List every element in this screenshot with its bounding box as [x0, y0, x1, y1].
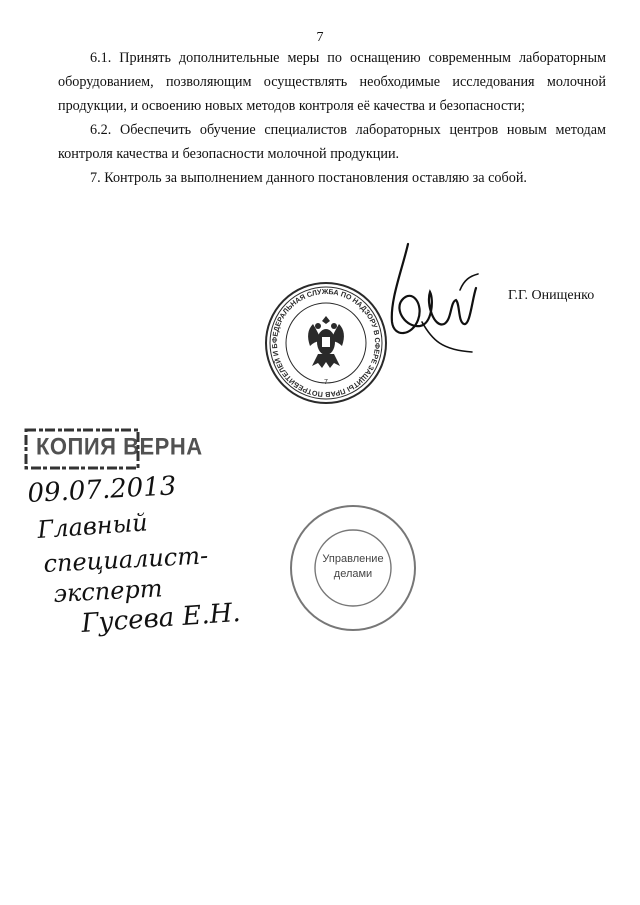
- handwritten-note: [14, 471, 314, 644]
- paragraph-6-2: 6.2. Обеспечить обучение специалистов лабораторных центров новым методам контроля качества и безопасности молочной продукции.: [58, 122, 606, 162]
- handwritten-line-1: Главный: [36, 508, 149, 544]
- handwritten-signature: Гусева Е.Н.: [80, 597, 242, 639]
- department-stamp-line-2: делами: [333, 568, 373, 580]
- handwritten-line-2: специалист-: [42, 541, 209, 578]
- handwritten-line-3: эксперт: [52, 574, 164, 608]
- document-body: [58, 46, 606, 190]
- department-stamp: [287, 502, 419, 634]
- handwritten-date: 09.07.2013: [26, 471, 178, 509]
- seal-center-mark: 7: [324, 379, 328, 386]
- page-number: 7: [316, 30, 324, 45]
- official-signature: [372, 240, 482, 360]
- official-seal: [260, 273, 389, 406]
- paragraph-6-1: 6.1. Принять дополнительные меры по оснащению современным лабораторным оборудованием, позволяющим осуществлять необходимые исследования молочной продукции, и освоению новых методов контроля её качества и безопасности;: [58, 50, 606, 114]
- department-stamp-line-1: Управление: [322, 553, 384, 565]
- copy-stamp-text: КОПИЯ ВЕРНА: [36, 432, 203, 461]
- seal-ring-text: ФЕДЕРАЛЬНАЯ СЛУЖБА ПО НАДЗОРУ В СФЕРЕ ЗАЩИТЫ ПРАВ ПОТРЕБИТЕЛЕЙ И БЛАГОПОЛУЧИЯ ЧЕЛОВЕКА (РОСПОТРЕБНАДЗОР): [260, 273, 383, 400]
- signer-name: Г.Г. Онищенко: [508, 288, 595, 303]
- paragraph-7: 7. Контроль за выполнением данного постановления оставляю за собой.: [90, 170, 527, 186]
